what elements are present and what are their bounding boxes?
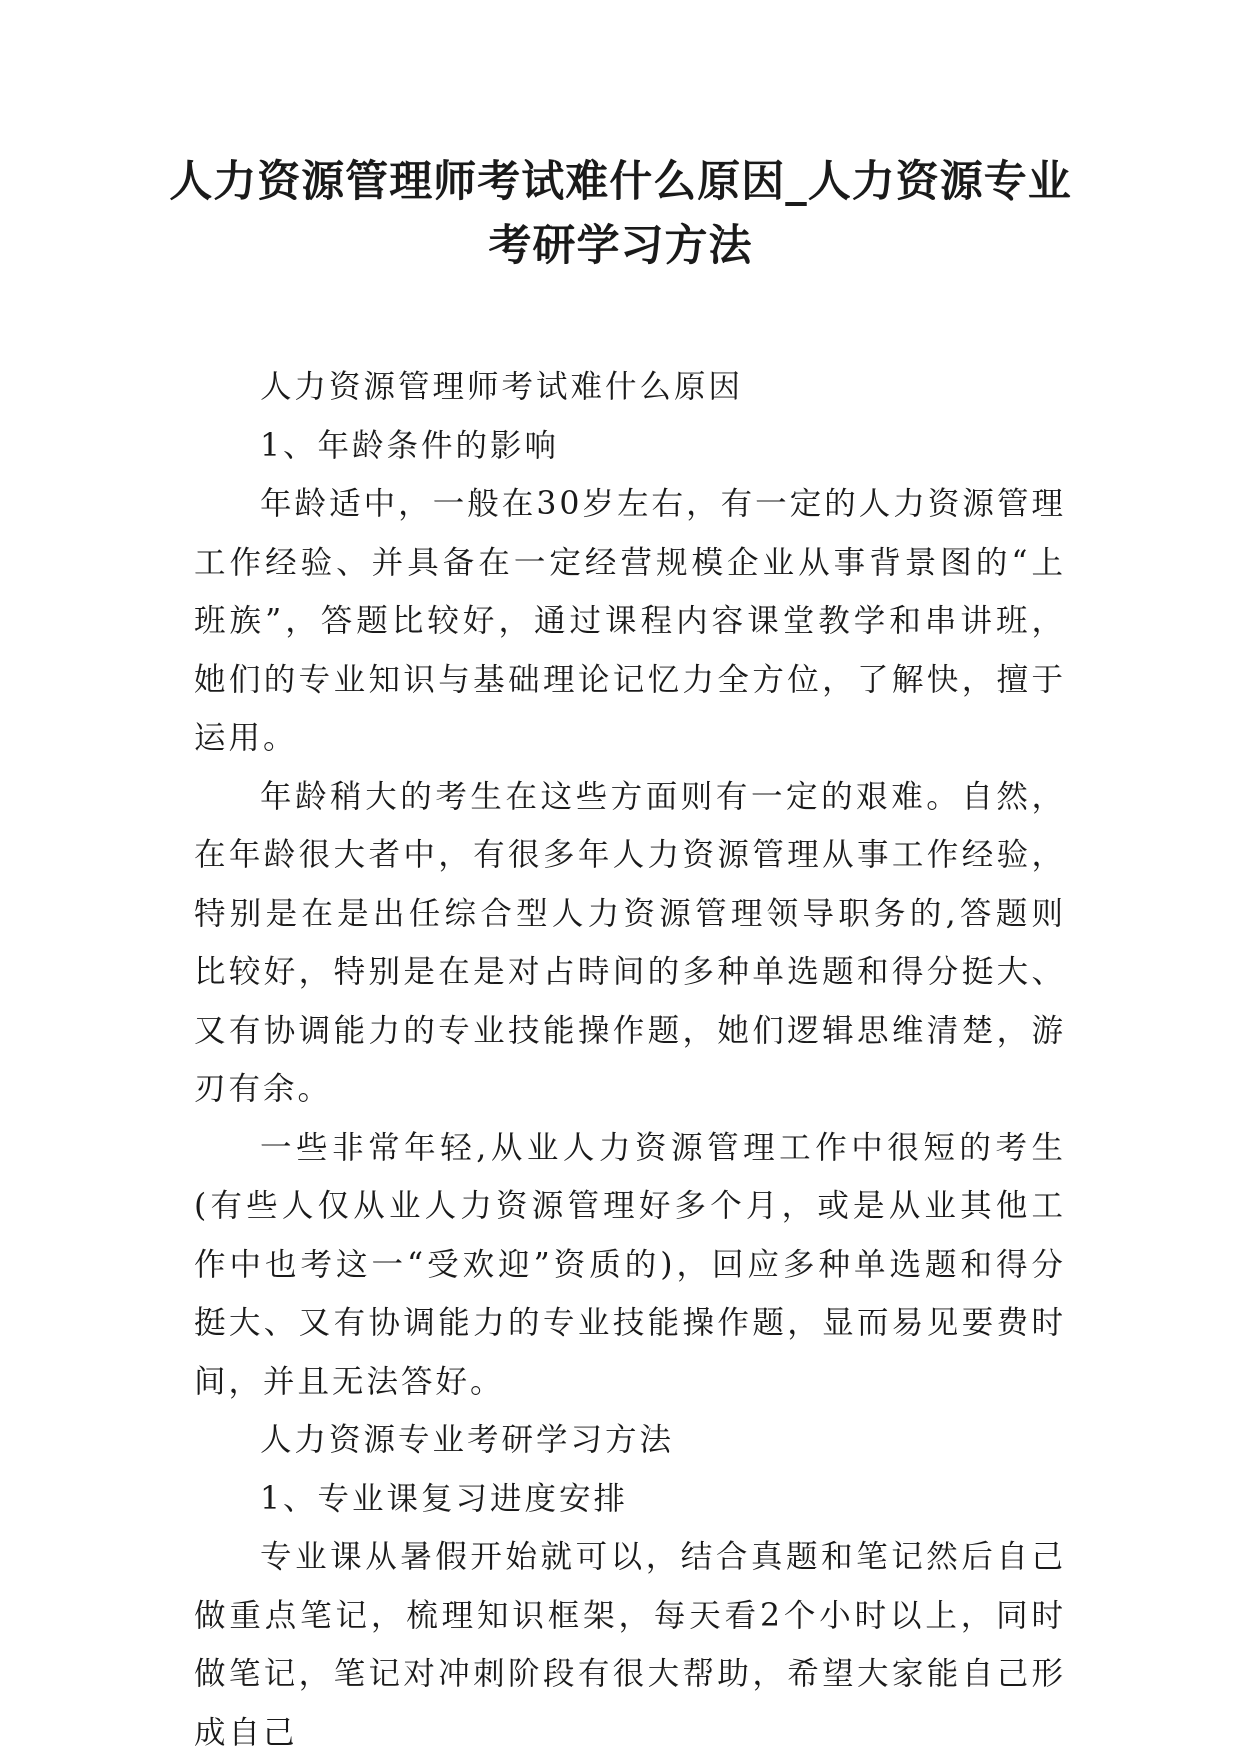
- document-title: 人力资源管理师考试难什么原因_人力资源专业考研学习方法: [169, 157, 1072, 271]
- body-paragraph: 年龄适中，一般在30岁左右，有一定的人力资源管理工作经验、并具备在一定经营规模企业从事背景图的“上班族”，答题比较好，通过课程内容课堂教学和串讲班，她们的专业知识与基础理论记忆力全方位，了解快，擅于运用。: [194, 486, 1066, 756]
- body-paragraph: 专业课从暑假开始就可以，结合真题和笔记然后自己做重点笔记，梳理知识框架，每天看2个小时以上，同时做笔记，笔记对冲刺阶段有很大帮助，希望大家能自己形成自己: [194, 1539, 1066, 1751]
- subsection-heading: 1、年龄条件的影响: [260, 427, 560, 464]
- subsection-heading: 1、专业课复习进度安排: [260, 1480, 629, 1517]
- section-heading: 人力资源管理师考试难什么原因: [260, 369, 744, 405]
- section-heading: 人力资源专业考研学习方法: [260, 1422, 675, 1458]
- document-body: [194, 358, 1066, 1762]
- body-paragraph: 年龄稍大的考生在这些方面则有一定的艰难。自然，在年龄很大者中，有很多年人力资源管理从事工作经验，特别是在是出任综合型人力资源管理领导职务的,答题则比较好，特别是在是对占時间的多种单选题和得分挺大、又有协调能力的专业技能操作题，她们逻辑思维清楚，游刃有余。: [194, 778, 1066, 1107]
- body-paragraph: 一些非常年轻,从业人力资源管理工作中很短的考生(有些人仅从业人力资源管理好多个月，或是从业其他工作中也考这一“受欢迎”资质的)，回应多种单选题和得分挺大、又有协调能力的专业技能操作题，显而易见要费时间，并且无法答好。: [194, 1129, 1066, 1400]
